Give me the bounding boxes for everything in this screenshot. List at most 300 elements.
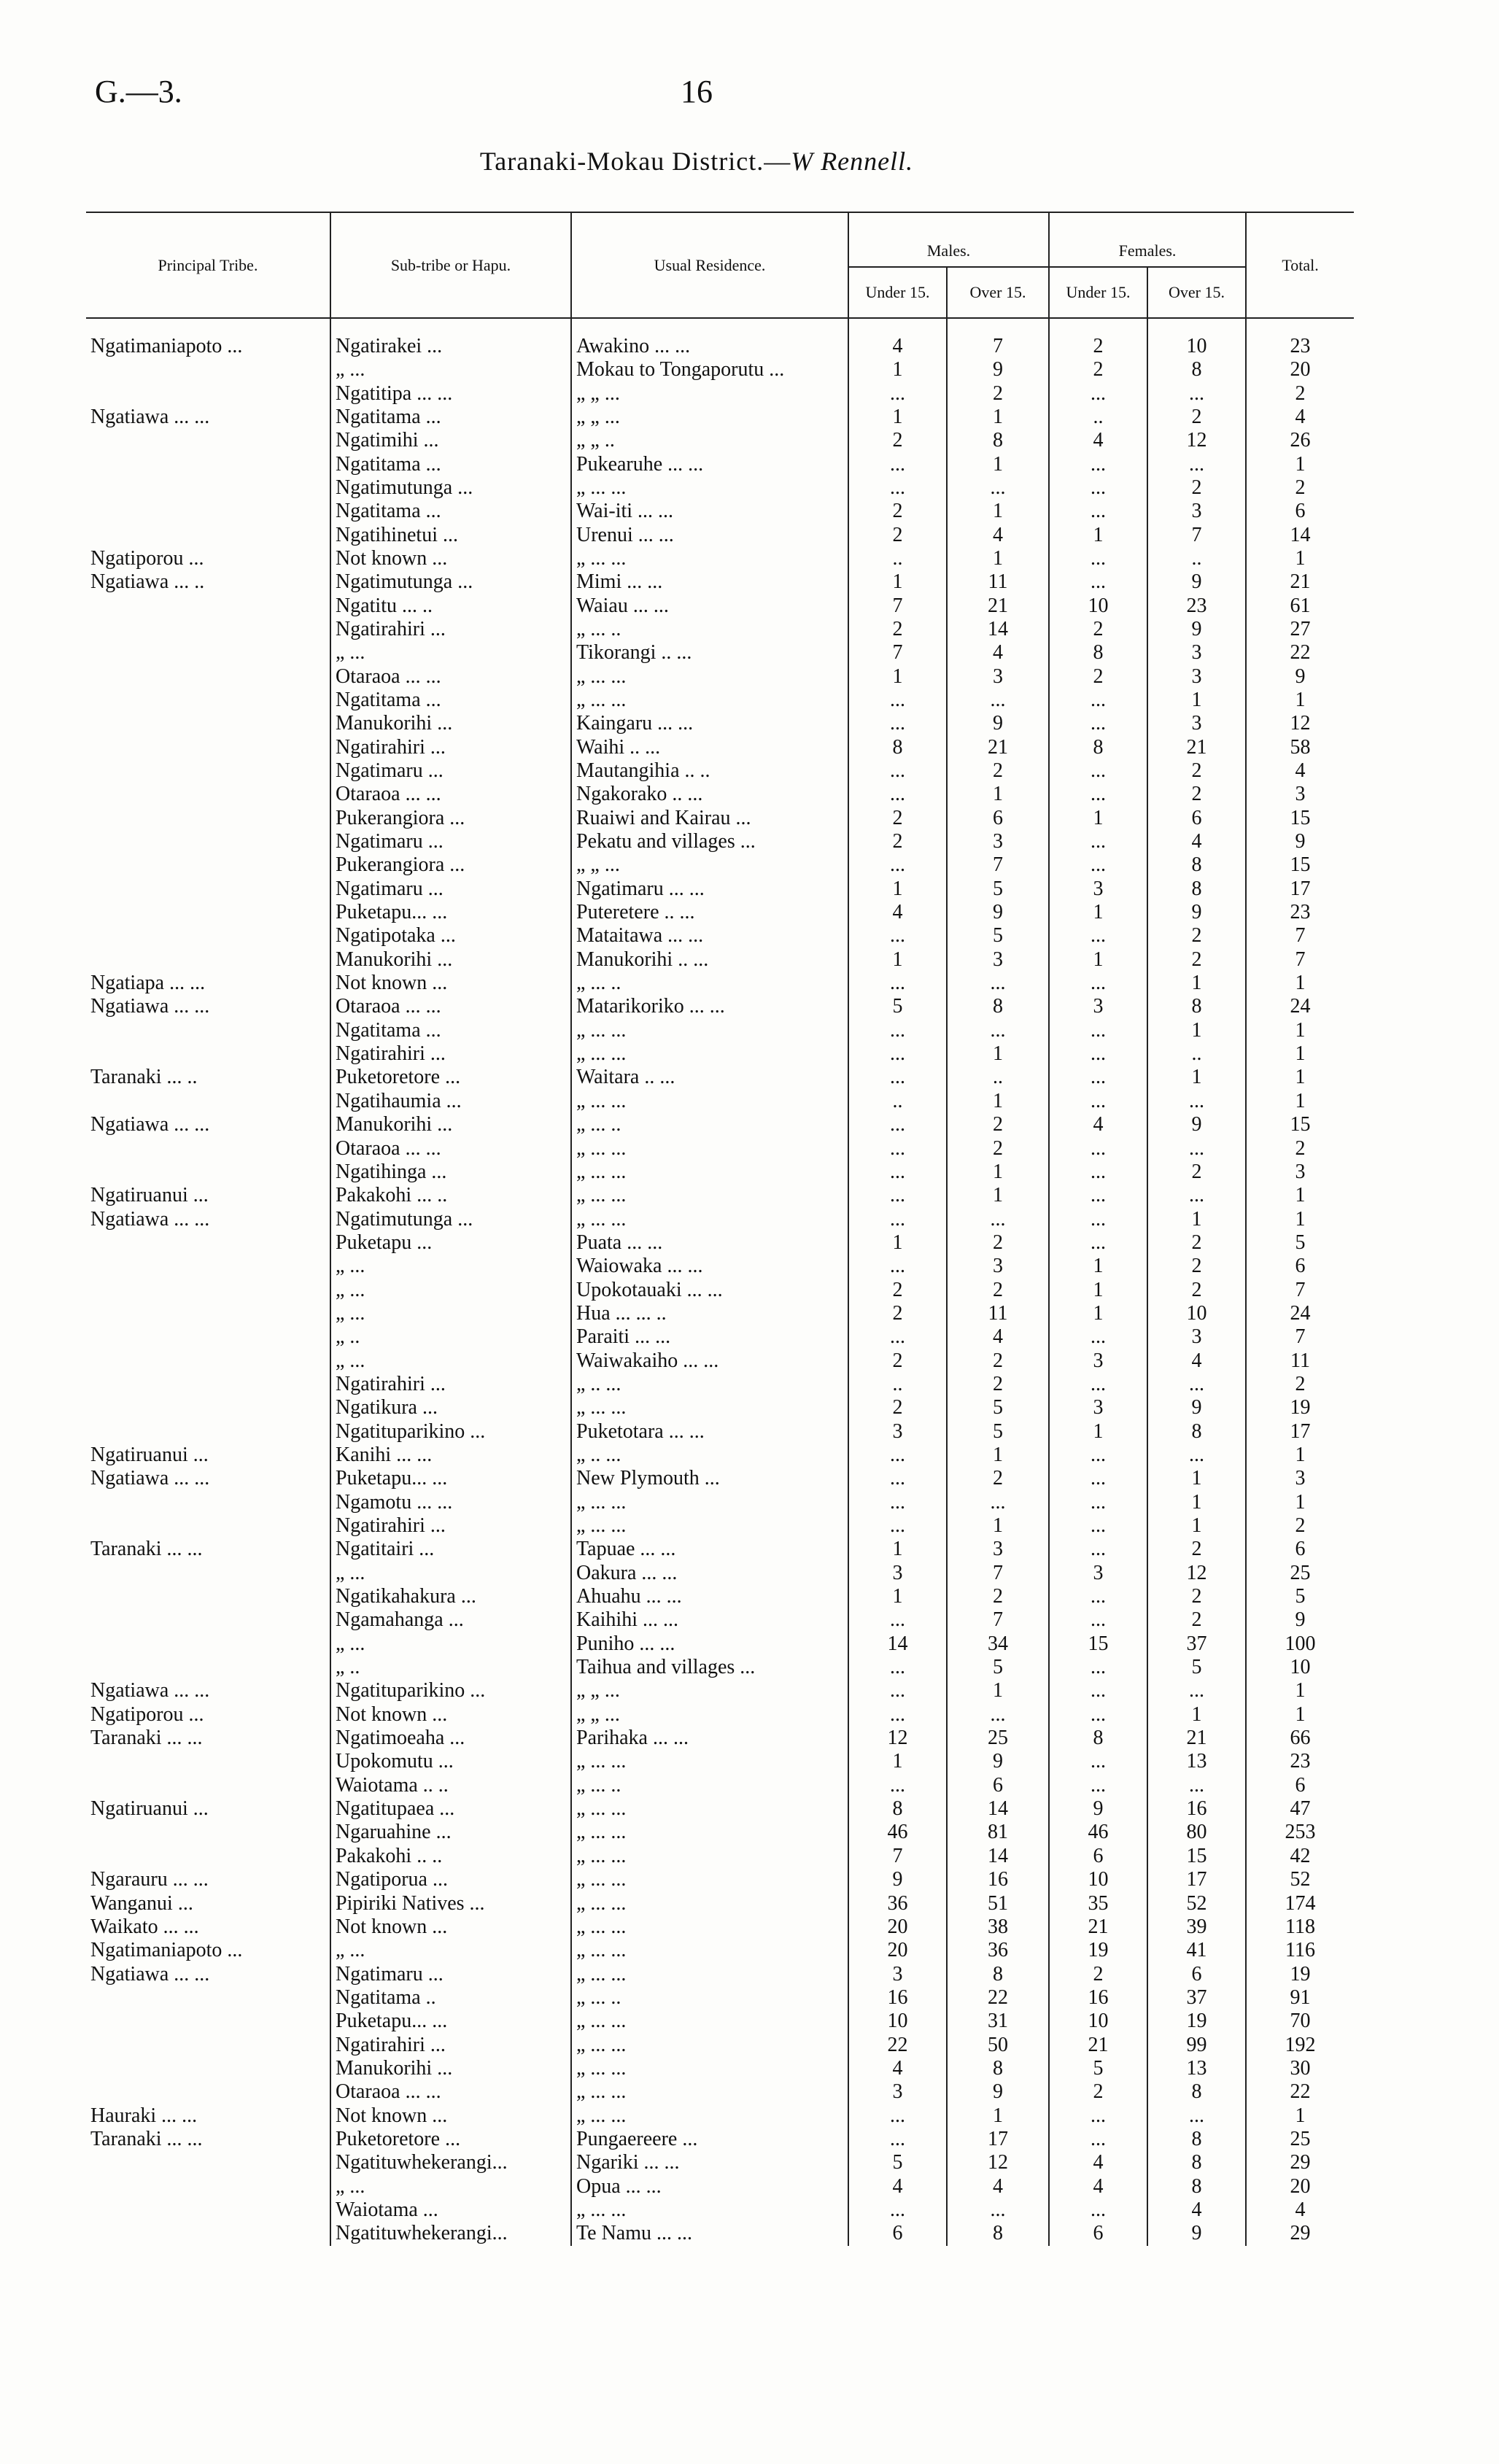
cell-total: 19 bbox=[1290, 1962, 1311, 1985]
cell-males-under15: 3 bbox=[848, 1962, 947, 1985]
cell-females-under15: 2 bbox=[1049, 318, 1147, 358]
cell-males-under15: .. bbox=[848, 1373, 947, 1396]
cell-females-under15: 19 bbox=[1049, 1939, 1147, 1962]
cell-total: 1 bbox=[1295, 1042, 1306, 1066]
table-row bbox=[86, 1373, 1354, 1396]
table-row bbox=[86, 1986, 1354, 2010]
cell-principal-tribe bbox=[86, 1019, 330, 1042]
cell-residence: Pukearuhe ... ... bbox=[571, 452, 848, 476]
table-row bbox=[86, 1868, 1354, 1891]
cell-females-under15: ... bbox=[1049, 1136, 1147, 1160]
table-row bbox=[86, 1797, 1354, 1821]
cell-females-over15: 2 bbox=[1147, 1608, 1246, 1632]
table-row bbox=[86, 2080, 1354, 2104]
cell-principal-tribe bbox=[86, 1750, 330, 1773]
cell-total: 21 bbox=[1290, 570, 1311, 594]
cell-females-under15: ... bbox=[1049, 689, 1147, 712]
cell-females-under15: 10 bbox=[1049, 1868, 1147, 1891]
cell-males-under15: ... bbox=[848, 1042, 947, 1066]
cell-principal-tribe bbox=[86, 2010, 330, 2033]
cell-females-over15: 7 bbox=[1147, 523, 1246, 546]
cell-residence: Waiwakaiho ... ... bbox=[571, 1349, 848, 1372]
cell-residence: Parihaka ... ... bbox=[571, 1727, 848, 1750]
cell-females-over15: 9 bbox=[1147, 901, 1246, 924]
cell-total: 29 bbox=[1290, 2222, 1311, 2245]
cell-principal-tribe bbox=[86, 641, 330, 665]
cell-females-over15: 2 bbox=[1147, 924, 1246, 948]
table-body bbox=[86, 318, 1354, 2246]
cell-principal-tribe: Ngatiawa ... ... bbox=[86, 1962, 330, 1985]
cell-residence: Puniho ... ... bbox=[571, 1632, 848, 1656]
cell-males-over15: 21 bbox=[947, 594, 1049, 617]
cell-total: 2 bbox=[1295, 381, 1306, 405]
cell-total: 6 bbox=[1295, 500, 1306, 523]
cell-principal-tribe bbox=[86, 381, 330, 405]
cell-females-over15: 1 bbox=[1147, 972, 1246, 995]
cell-males-over15: 1 bbox=[947, 406, 1049, 429]
cell-residence: „ „ ... bbox=[571, 406, 848, 429]
cell-males-under15: 5 bbox=[848, 995, 947, 1018]
cell-females-under15: 1 bbox=[1049, 1302, 1147, 1325]
cell-males-under15: ... bbox=[848, 1608, 947, 1632]
cell-males-over15: 1 bbox=[947, 1090, 1049, 1113]
cell-sub-tribe: Ngatimutunga ... bbox=[330, 570, 571, 594]
cell-sub-tribe: Pukerangiora ... bbox=[330, 853, 571, 877]
cell-sub-tribe: Ngatitairi ... bbox=[330, 1538, 571, 1561]
cell-males-over15: ... bbox=[947, 1703, 1049, 1727]
cell-sub-tribe: Ngatituparikino ... bbox=[330, 1679, 571, 1702]
cell-total: 22 bbox=[1290, 641, 1311, 665]
cell-residence: „ ... ... bbox=[571, 2010, 848, 2033]
cell-principal-tribe bbox=[86, 1656, 330, 1679]
cell-females-under15: 4 bbox=[1049, 2151, 1147, 2174]
cell-principal-tribe bbox=[86, 2174, 330, 2198]
cell-males-over15: 3 bbox=[947, 948, 1049, 972]
cell-females-under15: 1 bbox=[1049, 1278, 1147, 1301]
cell-males-over15: 51 bbox=[947, 1891, 1049, 1915]
cell-total: 27 bbox=[1290, 617, 1311, 640]
cell-females-over15: 8 bbox=[1147, 1419, 1246, 1443]
cell-total: 1 bbox=[1295, 452, 1306, 476]
cell-total: 10 bbox=[1290, 1656, 1311, 1679]
cell-total: 6 bbox=[1295, 1773, 1306, 1797]
cell-females-under15: ... bbox=[1049, 500, 1147, 523]
cell-males-under15: 7 bbox=[848, 641, 947, 665]
cell-residence: Mataitawa ... ... bbox=[571, 924, 848, 948]
col-females-under15: Under 15. bbox=[1049, 267, 1147, 318]
cell-males-over15: 2 bbox=[947, 1278, 1049, 1301]
cell-females-over15: 5 bbox=[1147, 1656, 1246, 1679]
cell-males-over15: 21 bbox=[947, 736, 1049, 759]
cell-principal-tribe: Taranaki ... ... bbox=[86, 1727, 330, 1750]
cell-total: 6 bbox=[1295, 1255, 1306, 1278]
cell-total: 2 bbox=[1295, 1372, 1306, 1395]
cell-females-over15: 6 bbox=[1147, 807, 1246, 830]
table-row bbox=[86, 318, 1354, 358]
cell-females-over15: ... bbox=[1147, 1136, 1246, 1160]
cell-females-under15: 6 bbox=[1049, 2222, 1147, 2245]
table-row bbox=[86, 1207, 1354, 1231]
table-row bbox=[86, 783, 1354, 806]
cell-females-over15: 17 bbox=[1147, 1868, 1246, 1891]
cell-principal-tribe: Wanganui ... bbox=[86, 1891, 330, 1915]
cell-residence: Ngatimaru ... ... bbox=[571, 877, 848, 901]
cell-residence: „ ... .. bbox=[571, 972, 848, 995]
cell-sub-tribe: Puketapu... ... bbox=[330, 1467, 571, 1490]
cell-total: 4 bbox=[1295, 2198, 1306, 2221]
cell-total: 1 bbox=[1295, 1184, 1306, 1207]
cell-residence: „ ... ... bbox=[571, 1042, 848, 1066]
cell-sub-tribe: Ngatitama ... bbox=[330, 406, 571, 429]
cell-males-over15: 2 bbox=[947, 1136, 1049, 1160]
cell-males-over15: 6 bbox=[947, 807, 1049, 830]
table-row bbox=[86, 594, 1354, 617]
cell-total: 7 bbox=[1295, 1325, 1306, 1349]
table-row bbox=[86, 1161, 1354, 1184]
cell-females-over15: 8 bbox=[1147, 877, 1246, 901]
cell-females-over15: ... bbox=[1147, 381, 1246, 405]
cell-sub-tribe: Manukorihi ... bbox=[330, 948, 571, 972]
cell-total: 2 bbox=[1295, 1514, 1306, 1538]
cell-females-over15: 2 bbox=[1147, 1585, 1246, 1608]
cell-residence: Upokotauaki ... ... bbox=[571, 1278, 848, 1301]
cell-males-over15: 22 bbox=[947, 1986, 1049, 2010]
cell-males-over15: 2 bbox=[947, 1373, 1049, 1396]
cell-principal-tribe bbox=[86, 452, 330, 476]
cell-principal-tribe bbox=[86, 1042, 330, 1066]
cell-principal-tribe bbox=[86, 1514, 330, 1538]
cell-males-over15: 12 bbox=[947, 2151, 1049, 2174]
cell-females-under15: ... bbox=[1049, 1207, 1147, 1231]
cell-principal-tribe bbox=[86, 2080, 330, 2104]
cell-sub-tribe: Pukerangiora ... bbox=[330, 807, 571, 830]
cell-males-under15: 12 bbox=[848, 1727, 947, 1750]
cell-residence: „ „ ... bbox=[571, 853, 848, 877]
cell-females-under15: 10 bbox=[1049, 594, 1147, 617]
cell-females-under15: 3 bbox=[1049, 877, 1147, 901]
col-males-over15: Over 15. bbox=[947, 267, 1049, 318]
table-row bbox=[86, 807, 1354, 830]
cell-males-over15: 2 bbox=[947, 1113, 1049, 1136]
cell-sub-tribe: Ngatikura ... bbox=[330, 1396, 571, 1419]
table-row bbox=[86, 618, 1354, 641]
cell-males-under15: 1 bbox=[848, 1585, 947, 1608]
cell-residence: Awakino ... ... bbox=[571, 318, 848, 358]
cell-principal-tribe bbox=[86, 594, 330, 617]
cell-males-over15: 4 bbox=[947, 2174, 1049, 2198]
cell-total: 12 bbox=[1290, 712, 1311, 735]
cell-total: 7 bbox=[1295, 948, 1306, 971]
cell-residence: „ ... ... bbox=[571, 1821, 848, 1844]
cell-sub-tribe: „ ... bbox=[330, 641, 571, 665]
cell-principal-tribe: Ngatimaniapoto ... bbox=[86, 1939, 330, 1962]
cell-sub-tribe: Ngatihinga ... bbox=[330, 1161, 571, 1184]
cell-females-over15: 2 bbox=[1147, 759, 1246, 783]
cell-total: 23 bbox=[1290, 335, 1311, 357]
cell-residence: „ .. ... bbox=[571, 1373, 848, 1396]
cell-males-under15: ... bbox=[848, 1113, 947, 1136]
cell-residence: „ ... ... bbox=[571, 1750, 848, 1773]
cell-females-over15: 21 bbox=[1147, 1727, 1246, 1750]
cell-total: 253 bbox=[1285, 1821, 1316, 1844]
cell-females-over15: 8 bbox=[1147, 358, 1246, 381]
table-row bbox=[86, 995, 1354, 1018]
cell-males-over15: 2 bbox=[947, 759, 1049, 783]
cell-females-under15: 46 bbox=[1049, 1821, 1147, 1844]
cell-principal-tribe bbox=[86, 1632, 330, 1656]
cell-females-over15: 3 bbox=[1147, 641, 1246, 665]
cell-principal-tribe bbox=[86, 1821, 330, 1844]
cell-males-over15: 81 bbox=[947, 1821, 1049, 1844]
cell-sub-tribe: Ngatitama ... bbox=[330, 452, 571, 476]
cell-residence: Ngakorako .. ... bbox=[571, 783, 848, 806]
cell-females-over15: 8 bbox=[1147, 2128, 1246, 2151]
cell-total: 1 bbox=[1295, 1702, 1306, 1726]
cell-total: 14 bbox=[1290, 523, 1311, 546]
cell-females-under15: 5 bbox=[1049, 2057, 1147, 2080]
cell-females-over15: 2 bbox=[1147, 406, 1246, 429]
cell-females-over15: 13 bbox=[1147, 1750, 1246, 1773]
cell-sub-tribe: „ ... bbox=[330, 1939, 571, 1962]
cell-males-under15: .. bbox=[848, 547, 947, 570]
cell-sub-tribe: „ ... bbox=[330, 1255, 571, 1278]
table-row bbox=[86, 1019, 1354, 1042]
cell-principal-tribe bbox=[86, 358, 330, 381]
cell-males-under15: ... bbox=[848, 924, 947, 948]
cell-sub-tribe: Ngatimaru ... bbox=[330, 1962, 571, 1985]
cell-females-under15: 3 bbox=[1049, 995, 1147, 1018]
cell-females-over15: 8 bbox=[1147, 853, 1246, 877]
cell-principal-tribe bbox=[86, 2222, 330, 2245]
table-row bbox=[86, 2222, 1354, 2245]
cell-males-under15: 20 bbox=[848, 1915, 947, 1939]
table-row bbox=[86, 570, 1354, 594]
cell-principal-tribe bbox=[86, 1136, 330, 1160]
cell-sub-tribe: Ngatikahakura ... bbox=[330, 1585, 571, 1608]
cell-sub-tribe: Ngatituwhekerangi... bbox=[330, 2151, 571, 2174]
cell-sub-tribe: „ ... bbox=[330, 1278, 571, 1301]
cell-sub-tribe: Ngatitama .. bbox=[330, 1986, 571, 2010]
cell-sub-tribe: Waiotama ... bbox=[330, 2198, 571, 2222]
cell-females-under15: 6 bbox=[1049, 1845, 1147, 1868]
cell-males-under15: 2 bbox=[848, 523, 947, 546]
cell-residence: „ ... ... bbox=[571, 1491, 848, 1514]
table-row bbox=[86, 2198, 1354, 2222]
table-row bbox=[86, 1962, 1354, 1985]
page-title bbox=[0, 146, 1393, 177]
cell-males-under15: ... bbox=[848, 1514, 947, 1538]
cell-females-under15: ... bbox=[1049, 853, 1147, 877]
cell-males-under15: 10 bbox=[848, 2010, 947, 2033]
cell-females-under15: 21 bbox=[1049, 2033, 1147, 2056]
table-row bbox=[86, 1302, 1354, 1325]
cell-sub-tribe: Otaraoa ... ... bbox=[330, 1136, 571, 1160]
cell-females-over15: 2 bbox=[1147, 1231, 1246, 1255]
table-row bbox=[86, 1396, 1354, 1419]
cell-females-over15: ... bbox=[1147, 1184, 1246, 1207]
cell-males-under15: ... bbox=[848, 1656, 947, 1679]
cell-residence: „ ... ... bbox=[571, 1797, 848, 1821]
cell-males-under15: 2 bbox=[848, 1396, 947, 1419]
cell-females-over15: 41 bbox=[1147, 1939, 1246, 1962]
cell-males-over15: 5 bbox=[947, 1656, 1049, 1679]
cell-males-under15: .. bbox=[848, 1090, 947, 1113]
cell-males-under15: 4 bbox=[848, 318, 947, 358]
cell-males-over15: 25 bbox=[947, 1727, 1049, 1750]
cell-males-under15: ... bbox=[848, 1255, 947, 1278]
cell-residence: Ruaiwi and Kairau ... bbox=[571, 807, 848, 830]
cell-males-under15: ... bbox=[848, 1679, 947, 1702]
table-row bbox=[86, 1915, 1354, 1939]
cell-principal-tribe bbox=[86, 1585, 330, 1608]
cell-males-over15: 14 bbox=[947, 1797, 1049, 1821]
cell-females-under15: 1 bbox=[1049, 948, 1147, 972]
cell-females-over15: 3 bbox=[1147, 712, 1246, 735]
cell-males-over15: ... bbox=[947, 476, 1049, 500]
cell-sub-tribe: Ngatitipa ... ... bbox=[330, 381, 571, 405]
cell-sub-tribe: Pakakohi .. .. bbox=[330, 1845, 571, 1868]
table-row bbox=[86, 1939, 1354, 1962]
table-row bbox=[86, 1349, 1354, 1372]
cell-total: 11 bbox=[1290, 1349, 1311, 1372]
cell-males-under15: ... bbox=[848, 2198, 947, 2222]
cell-principal-tribe bbox=[86, 1491, 330, 1514]
cell-total: 66 bbox=[1290, 1727, 1311, 1750]
cell-sub-tribe: Pipiriki Natives ... bbox=[330, 1891, 571, 1915]
cell-males-under15: 2 bbox=[848, 1302, 947, 1325]
cell-males-under15: ... bbox=[848, 1161, 947, 1184]
table-row bbox=[86, 1632, 1354, 1656]
cell-females-under15: 2 bbox=[1049, 358, 1147, 381]
cell-residence: „ ... ... bbox=[571, 1161, 848, 1184]
cell-males-under15: ... bbox=[848, 1491, 947, 1514]
cell-principal-tribe: Taranaki ... .. bbox=[86, 1066, 330, 1089]
cell-sub-tribe: Not known ... bbox=[330, 1915, 571, 1939]
cell-principal-tribe: Ngatiawa ... ... bbox=[86, 1467, 330, 1490]
cell-males-over15: 9 bbox=[947, 712, 1049, 735]
cell-males-under15: 1 bbox=[848, 1750, 947, 1773]
cell-principal-tribe: Ngarauru ... ... bbox=[86, 1868, 330, 1891]
col-females: Females. bbox=[1049, 212, 1246, 267]
table-row bbox=[86, 1136, 1354, 1160]
cell-males-under15: 1 bbox=[848, 406, 947, 429]
cell-residence: „ ... ... bbox=[571, 547, 848, 570]
cell-males-over15: 34 bbox=[947, 1632, 1049, 1656]
col-principal-tribe: Principal Tribe. bbox=[86, 212, 330, 318]
table-row bbox=[86, 1491, 1354, 1514]
cell-principal-tribe bbox=[86, 1986, 330, 2010]
cell-males-under15: 1 bbox=[848, 570, 947, 594]
cell-females-under15: ... bbox=[1049, 1090, 1147, 1113]
cell-females-over15: 2 bbox=[1147, 1255, 1246, 1278]
cell-females-under15: ... bbox=[1049, 452, 1147, 476]
cell-total: 2 bbox=[1295, 476, 1306, 499]
cell-residence: „ ... ... bbox=[571, 2080, 848, 2104]
page-number: 16 bbox=[681, 74, 713, 109]
cell-total: 1 bbox=[1295, 546, 1306, 570]
table-row bbox=[86, 1255, 1354, 1278]
cell-principal-tribe bbox=[86, 2057, 330, 2080]
table-row bbox=[86, 2104, 1354, 2127]
cell-females-under15: ... bbox=[1049, 1608, 1147, 1632]
cell-females-over15: 1 bbox=[1147, 1207, 1246, 1231]
table-row bbox=[86, 972, 1354, 995]
cell-females-over15: 4 bbox=[1147, 830, 1246, 853]
cell-males-under15: ... bbox=[848, 853, 947, 877]
cell-males-under15: 8 bbox=[848, 736, 947, 759]
cell-sub-tribe: Puketapu... ... bbox=[330, 2010, 571, 2033]
cell-sub-tribe: „ ... bbox=[330, 1632, 571, 1656]
cell-females-under15: 21 bbox=[1049, 1915, 1147, 1939]
cell-males-over15: 4 bbox=[947, 1325, 1049, 1349]
table-row bbox=[86, 736, 1354, 759]
cell-principal-tribe bbox=[86, 523, 330, 546]
cell-principal-tribe: Ngatiawa ... ... bbox=[86, 406, 330, 429]
table-row bbox=[86, 476, 1354, 500]
cell-females-under15: ... bbox=[1049, 2198, 1147, 2222]
cell-residence: „ ... ... bbox=[571, 665, 848, 688]
cell-residence: „ ... .. bbox=[571, 618, 848, 641]
cell-females-under15: ... bbox=[1049, 547, 1147, 570]
cell-females-under15: ... bbox=[1049, 381, 1147, 405]
cell-total: 3 bbox=[1295, 1467, 1306, 1490]
table-row bbox=[86, 523, 1354, 546]
cell-residence: „ ... ... bbox=[571, 1019, 848, 1042]
cell-residence: „ ... ... bbox=[571, 1962, 848, 1985]
cell-males-under15: 7 bbox=[848, 594, 947, 617]
cell-residence: „ ... ... bbox=[571, 1845, 848, 1868]
cell-females-over15: 2 bbox=[1147, 476, 1246, 500]
cell-principal-tribe: Taranaki ... ... bbox=[86, 1538, 330, 1561]
cell-males-under15: ... bbox=[848, 783, 947, 806]
cell-females-over15: 1 bbox=[1147, 1066, 1246, 1089]
table-row bbox=[86, 830, 1354, 853]
cell-residence: Mimi ... ... bbox=[571, 570, 848, 594]
cell-males-under15: 14 bbox=[848, 1632, 947, 1656]
cell-total: 15 bbox=[1290, 806, 1311, 829]
cell-total: 29 bbox=[1290, 2151, 1311, 2174]
cell-females-over15: 13 bbox=[1147, 2057, 1246, 2080]
cell-males-under15: 36 bbox=[848, 1891, 947, 1915]
cell-principal-tribe: Ngatiawa ... .. bbox=[86, 570, 330, 594]
cell-principal-tribe bbox=[86, 1419, 330, 1443]
cell-males-over15: 50 bbox=[947, 2033, 1049, 2056]
cell-males-over15: 38 bbox=[947, 1915, 1049, 1939]
cell-males-under15: 2 bbox=[848, 807, 947, 830]
cell-principal-tribe bbox=[86, 759, 330, 783]
cell-females-under15: 4 bbox=[1049, 429, 1147, 452]
cell-males-over15: 8 bbox=[947, 995, 1049, 1018]
cell-males-over15: 1 bbox=[947, 547, 1049, 570]
cell-females-over15: 10 bbox=[1147, 1302, 1246, 1325]
cell-residence: „ ... ... bbox=[571, 1939, 848, 1962]
cell-males-over15: 11 bbox=[947, 570, 1049, 594]
cell-sub-tribe: Ngatitama ... bbox=[330, 1019, 571, 1042]
cell-males-under15: 2 bbox=[848, 429, 947, 452]
cell-principal-tribe: Ngatiawa ... ... bbox=[86, 1679, 330, 1702]
cell-females-over15: ... bbox=[1147, 1373, 1246, 1396]
cell-males-under15: ... bbox=[848, 1136, 947, 1160]
cell-males-under15: ... bbox=[848, 1325, 947, 1349]
cell-females-over15: 3 bbox=[1147, 500, 1246, 523]
cell-sub-tribe: Otaraoa ... ... bbox=[330, 2080, 571, 2104]
table-row bbox=[86, 2033, 1354, 2056]
cell-sub-tribe: Kanihi ... ... bbox=[330, 1444, 571, 1467]
cell-females-under15: 1 bbox=[1049, 523, 1147, 546]
cell-females-over15: 52 bbox=[1147, 1891, 1246, 1915]
cell-principal-tribe bbox=[86, 2033, 330, 2056]
cell-sub-tribe: Puketoretore ... bbox=[330, 2128, 571, 2151]
